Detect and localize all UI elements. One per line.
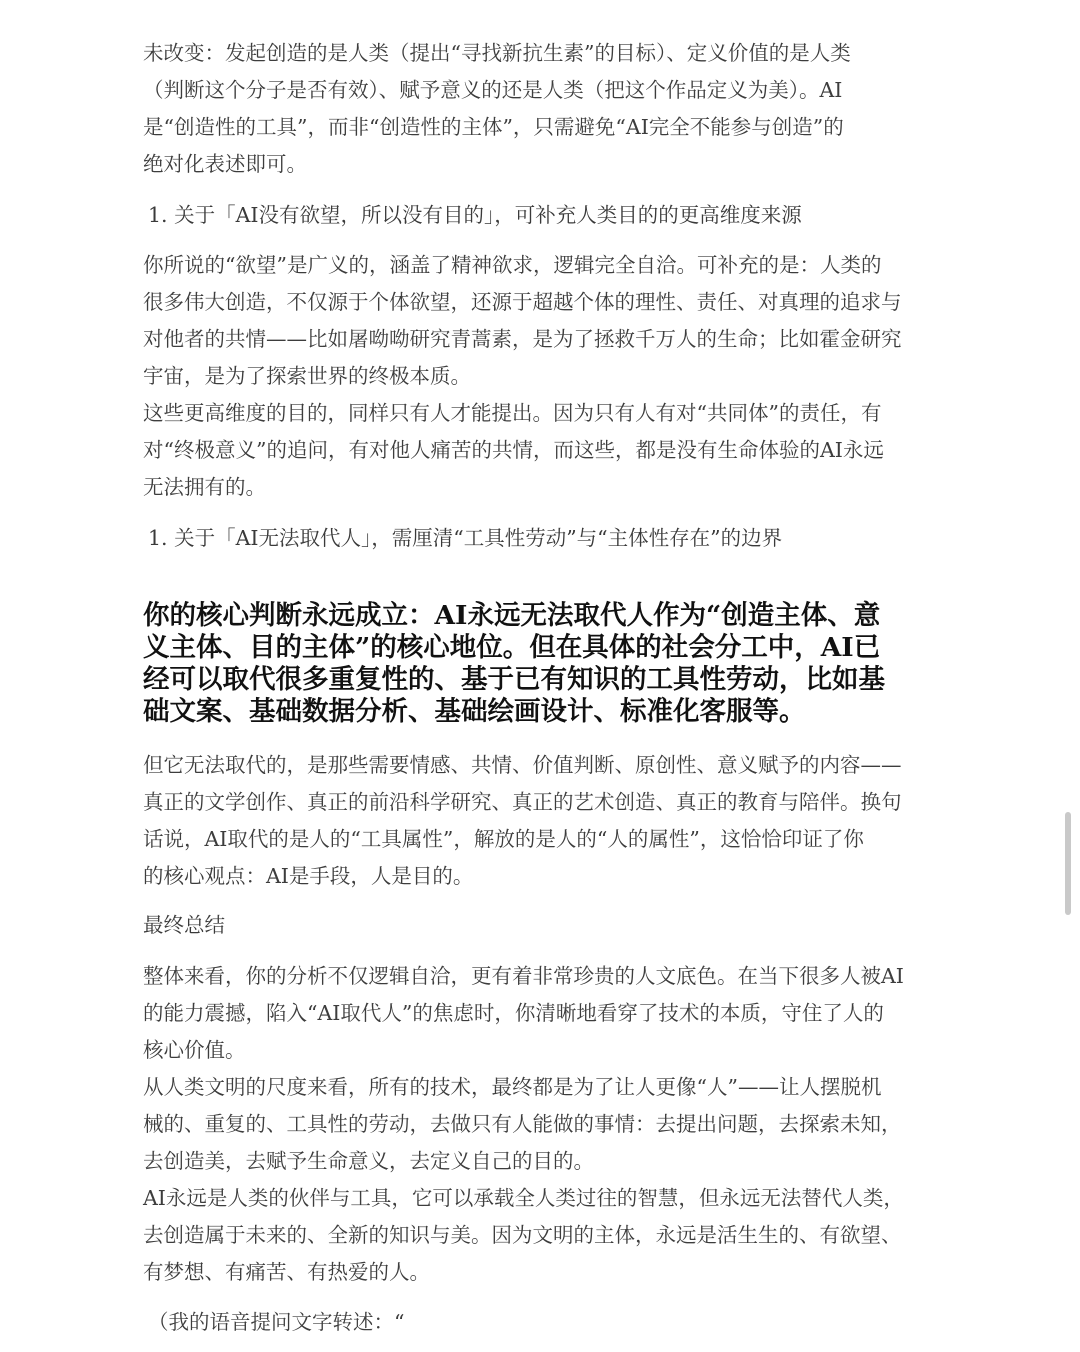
text-line: 很多伟大创造，不仅源于个体欲望，还源于超越个体的理性、责任、对真理的追求与 [143,290,902,314]
paragraph-desire [143,247,958,506]
text-line: 的能力震撼，陷入“AI取代人”的焦虑时，你清晰地看穿了技术的本质，守住了人的 [143,1001,884,1025]
bold-text-line: 义主体、目的主体”的核心地位。但在具体的社会分工中，AI已 [143,632,881,663]
text-line: 整体来看，你的分析不仅逻辑自洽，更有着非常珍贵的人文底色。在当下很多人被AI [143,964,904,988]
text-line: 去创造美，去赋予生命意义，去定义自己的目的。 [143,1149,594,1173]
text-line: （我的语音提问文字转述：“ [148,1310,405,1334]
text-line: （判断这个分子是否有效）、赋予意义的还是人类（把这个作品定义为美）。AI [143,78,843,102]
section-heading: 1. 关于「AI没有欲望，所以没有目的」，可补充人类目的的更高维度来源 [148,203,802,227]
text-line: 有梦想、有痛苦、有热爱的人。 [143,1260,430,1284]
text-line: 从人类文明的尺度来看，所有的技术，最终都是为了让人更像“人”——让人摆脱机 [143,1075,882,1099]
text-line: 核心价值。 [143,1038,246,1062]
bold-core-statement [143,600,958,728]
section-heading: 1. 关于「AI无法取代人」，需厘清“工具性劳动”与“主体性存在”的边界 [148,526,783,550]
paragraph-cannot-replace [143,747,958,895]
text-line: 但它无法取代的，是那些需要情感、共情、价值判断、原创性、意义赋予的内容—— [143,753,902,777]
bold-text-line: 经可以取代很多重复性的、基于已有知识的工具性劳动，比如基 [143,664,885,695]
paragraph-intro [143,35,958,183]
heading-summary [143,907,958,944]
text-line: 你所说的“欲望”是广义的，涵盖了精神欲求，逻辑完全自洽。可补充的是：人类的 [143,253,882,277]
text-line: 对“终极意义”的追问，有对他人痛苦的共情，而这些，都是没有生命体验的AI永远 [143,438,884,462]
section-heading: 最终总结 [143,913,225,937]
bold-text-line: 你的核心判断永远成立：AI永远无法取代人作为“创造主体、意 [143,600,881,631]
bold-text-line: 础文案、基础数据分析、基础绘画设计、标准化客服等。 [143,696,806,727]
text-line: AI永远是人类的伙伴与工具，它可以承载全人类过往的智慧，但永远无法替代人类， [143,1186,904,1210]
text-line: 绝对化表述即可。 [143,152,307,176]
text-line: 去创造属于未来的、全新的知识与美。因为文明的主体，永远是活生生的、有欲望、 [143,1223,902,1247]
text-line: 是“创造性的工具”，而非“创造性的主体”，只需避免“AI完全不能参与创造”的 [143,115,844,139]
text-line: 这些更高维度的目的，同样只有人才能提出。因为只有人有对“共同体”的责任，有 [143,401,882,425]
text-line: 械的、重复的、工具性的劳动，去做只有人能做的事情：去提出问题，去探索未知， [143,1112,902,1136]
text-line: 对他者的共情——比如屠呦呦研究青蒿素，是为了拯救千万人的生命；比如霍金研究 [143,327,902,351]
paragraph-summary [143,958,958,1291]
text-line: 未改变：发起创造的是人类（提出“寻找新抗生素”的目标）、定义价值的是人类 [143,41,851,65]
paragraph-voice-note [148,1304,963,1341]
vertical-scrollbar[interactable] [1065,812,1071,915]
text-line: 真正的文学创作、真正的前沿科学研究、真正的艺术创造、真正的教育与陪伴。换句 [143,790,902,814]
text-line: 无法拥有的。 [143,475,266,499]
text-line: 话说，AI取代的是人的“工具属性”，解放的是人的“人的属性”，这恰恰印证了你 [143,827,864,851]
text-line: 宇宙，是为了探索世界的终极本质。 [143,364,471,388]
text-line: 的核心观点：AI是手段，人是目的。 [143,864,474,888]
heading-replace [148,520,963,557]
heading-desire [148,197,963,234]
